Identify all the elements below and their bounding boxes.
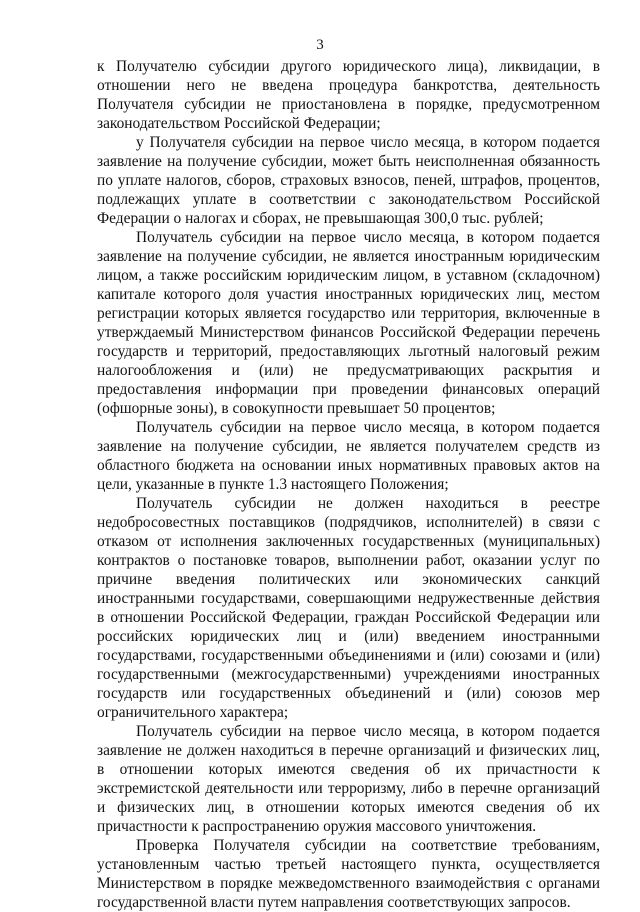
paragraph-foreign-entity: Получатель субсидии на первое число месяца, в котором подается заявление на получение субсидии, не является иностранным юридическим лицом, а также российским юридическим лицом, в уставном (складочном) капитале которого доля участия иностранных юридических лиц, местом регистрации которых является государство или территория, включенные в утверждаемый Министерством финансов Российской Федерации перечень государств и территорий, предоставляющих льготный налоговый режим налогообложения и (или) не предусматривающих раскрытия и предоставления информации при проведении финансовых операций (офшорные зоны), в совокупности превышает 50 процентов; — [97, 229, 600, 417]
paragraph-tax-debt: у Получателя субсидии на первое число месяца, в котором подается заявление на получение субсидии, может быть неисполненная обязанность по уплате налогов, сборов, страховых взносов, пеней, штрафов, процентов, подлежащих уплате в соответствии с законодательством Российской Федерации о налогах и сборах, не превышающая 300,0 тыс. рублей; — [97, 134, 600, 227]
paragraph-liquidation-bankruptcy: к Получателю субсидии другого юридического лица), ликвидации, в отношении него не введена процедура банкротства, деятельность Получателя субсидии не приостановлена в порядке, предусмотренном законодательством Российской Федерации; — [97, 58, 600, 132]
paragraph-regional-budget: Получатель субсидии на первое число месяца, в котором подается заявление на получение субсидии, не является получателем средств из областного бюджета на основании иных нормативных правовых актов на цели, указанные в пункте 1.3 настоящего Положения; — [97, 419, 600, 493]
paragraph-extremism-list: Получатель субсидии на первое число месяца, в котором подается заявление не должен находиться в перечне организаций и физических лиц, в отношении которых имеются сведения об их причастности к экстремистской деятельности или терроризму, либо в перечне организаций и физических лиц, в отношении которых имеются сведения об их причастности к распространению оружия массового уничтожения. — [97, 723, 600, 835]
paragraph-unreliable-suppliers: Получатель субсидии не должен находиться в реестре недобросовестных поставщиков (подрядчиков, исполнителей) в связи с отказом от исполнения заключенных государственных (муниципальных) контрактов о постановке товаров, выполнении работ, оказании услуг по причине введения политических или экономических санкций иностранными государствами, совершающими недружественные действия в отношении Российской Федерации, граждан Российской Федерации или российских юридических лиц и (или) введением иностранными государствами, государственными объединениями и (или) союзами и (или) государственными (межгосударственными) учреждениями иностранных государств или государственных объединений и (или) союзов мер ограничительного характера; — [97, 495, 600, 721]
page-number: 3 — [316, 37, 324, 53]
paragraph-verification: Проверка Получателя субсидии на соответствие требованиям, установленным частью третьей настоящего пункта, осуществляется Министерством в порядке межведомственного взаимодействия с органами государственной власти путем направления соответствующих запросов. — [97, 837, 600, 911]
document-body — [97, 57, 600, 912]
